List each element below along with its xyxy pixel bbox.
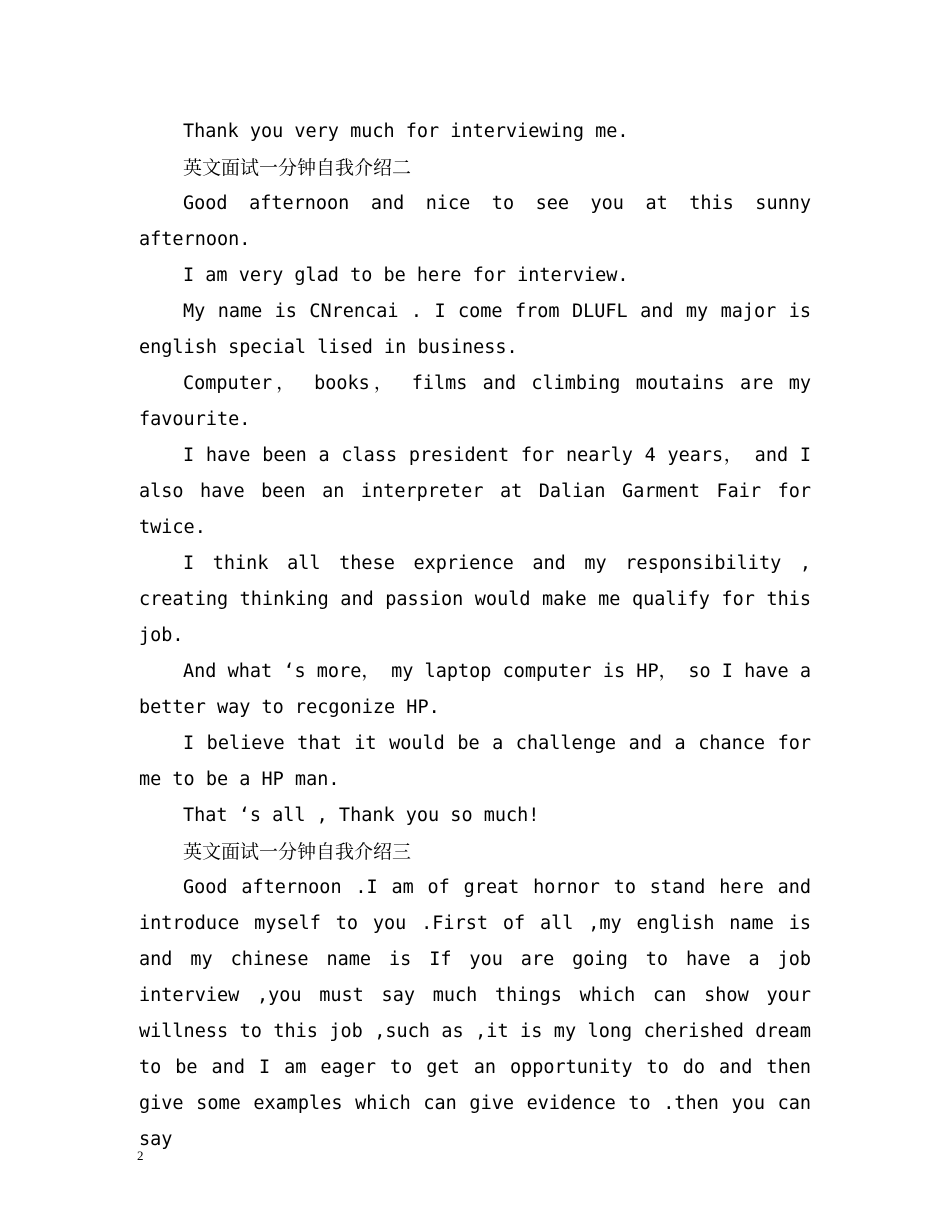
paragraph-challenge: I believe that it would be a challenge and a chance for me to be a HP man. xyxy=(139,733,811,790)
section-heading-three: 英文面试一分钟自我介绍三 xyxy=(183,841,412,863)
paragraph-glad: I am very glad to be here for interview. xyxy=(183,265,629,286)
paragraph-qualify: I think all these exprience and my responsibility , creating thinking and passion would make me qualify for this job. xyxy=(139,553,811,646)
section-heading-two: 英文面试一分钟自我介绍二 xyxy=(183,157,412,179)
paragraph-thanks: That ‘s all , Thank you so much! xyxy=(183,805,540,826)
paragraph-experience: I have been a class president for nearly 4 years， and I also have been an interpreter at Dalian Garment Fair for twice. xyxy=(139,445,811,538)
page-number: 2 xyxy=(137,1148,144,1163)
paragraph-laptop: And what ‘s more， my laptop computer is HP， so I have a better way to recgonize HP. xyxy=(139,661,811,718)
paragraph-name-major: My name is CNrencai . I come from DLUFL and my major is english special lised in business. xyxy=(139,301,811,358)
paragraph-hobbies: Computer， books， films and climbing moutains are my favourite. xyxy=(139,373,811,430)
paragraph-closing-thanks: Thank you very much for interviewing me. xyxy=(183,121,629,142)
paragraph-greeting: Good afternoon and nice to see you at this sunny afternoon. xyxy=(139,193,811,250)
paragraph-introduction: Good afternoon .I am of great hornor to stand here and introduce myself to you .First of all ,my english name is and my chinese name is If you are going to have a job interview ,you must say much things which can show your willness to this job ,such as ,it is my long cherished dream to be and I am eager to get an opportunity to do and then give some examples which can give evidence to .then you can say xyxy=(139,877,811,1150)
document-body xyxy=(139,114,811,1158)
